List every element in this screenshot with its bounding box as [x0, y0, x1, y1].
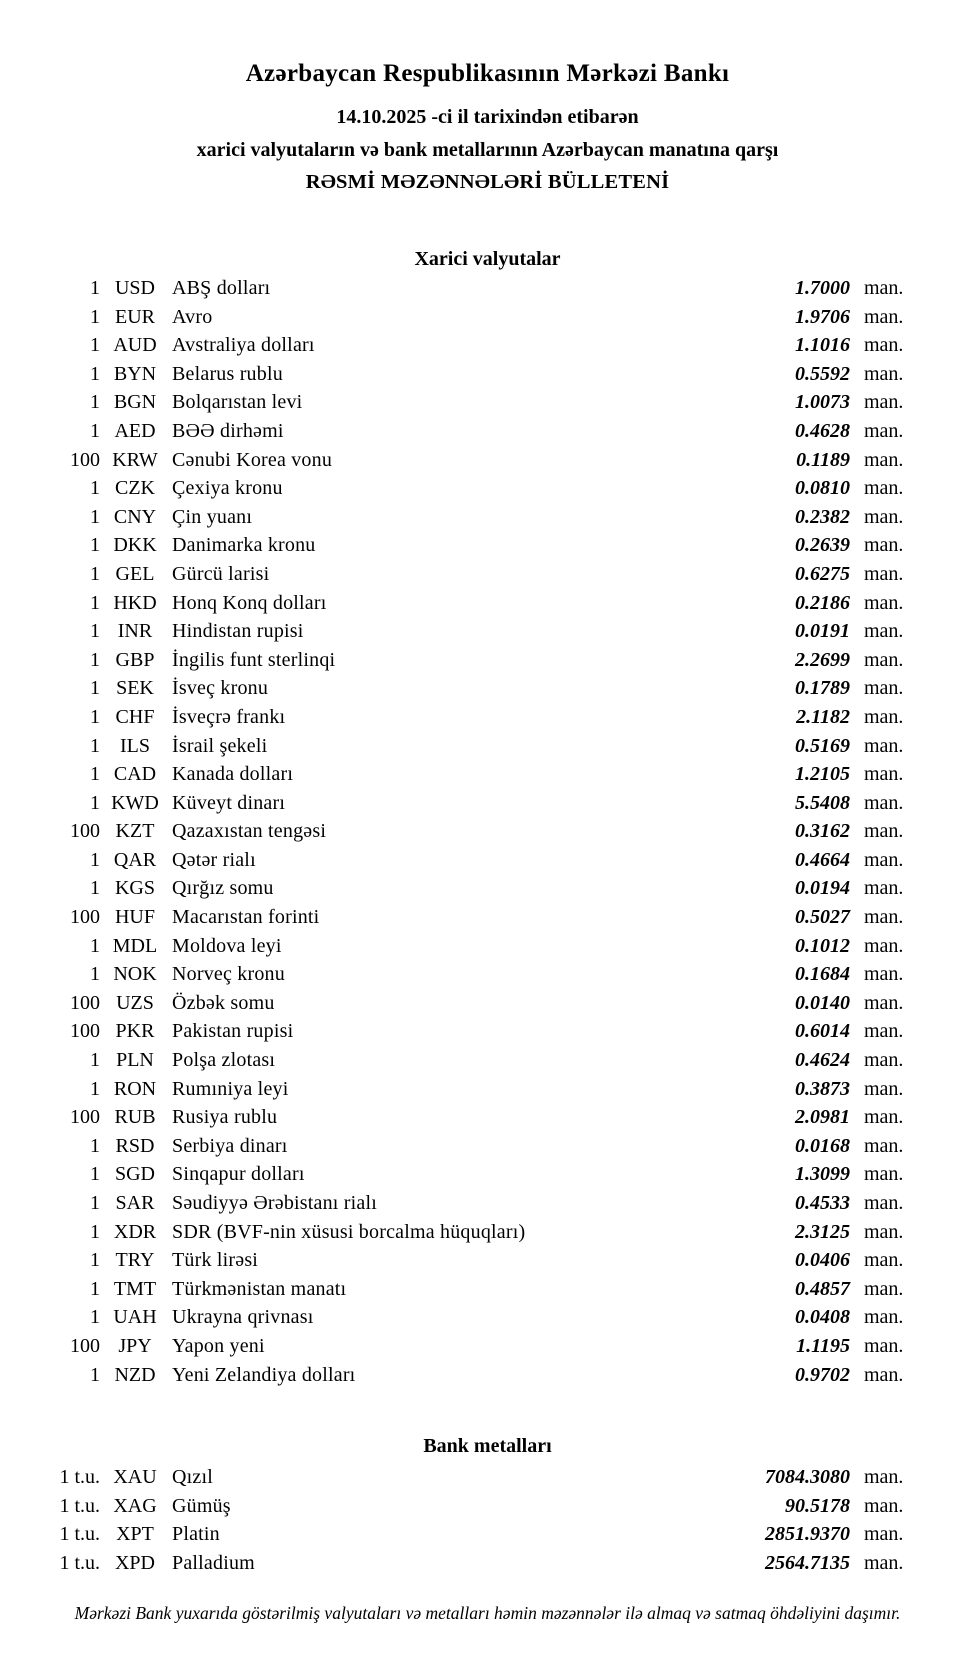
currency-code-cell: NOK	[113, 963, 157, 986]
currency-code-cell: BGN	[113, 391, 157, 414]
currencies-table	[0, 274, 975, 1389]
bulletin-title: RƏSMİ MƏZƏNNƏLƏRİ BÜLLETENİ	[305, 171, 670, 193]
quantity-cell: 100	[70, 820, 100, 843]
quantity-cell: 1	[90, 334, 100, 357]
quantity-cell: 1	[90, 1163, 100, 1186]
quantity-cell: 1	[90, 391, 100, 414]
rate-value-cell: 7084.3080	[765, 1466, 850, 1488]
rate-value-cell: 2.3125	[795, 1220, 850, 1243]
rate-unit-cell: man.	[864, 1523, 904, 1546]
rate-value-cell: 0.4533	[795, 1192, 850, 1214]
rate-value-cell: 0.4664	[795, 848, 850, 871]
rate-row	[0, 331, 975, 360]
rate-unit-cell: man.	[864, 1249, 904, 1272]
currency-code-cell: BYN	[113, 362, 157, 385]
rate-row	[0, 560, 975, 589]
rate-value-cell: 0.2382	[795, 505, 850, 528]
rate-value-cell: 1.3099	[795, 1163, 850, 1186]
currency-code-cell: GBP	[115, 648, 155, 671]
currency-name-cell: Rumıniya leyi	[172, 1077, 289, 1100]
rate-value-cell: 2564.7135	[765, 1551, 850, 1574]
currency-code-cell: XAU	[113, 1466, 157, 1488]
currency-name-cell: Yapon yeni	[172, 1334, 265, 1357]
rate-unit-cell: man.	[864, 591, 904, 614]
rate-unit-cell: man.	[864, 505, 904, 528]
rate-row	[0, 1218, 975, 1247]
rate-unit-cell: man.	[864, 963, 904, 986]
rate-value-cell: 0.4857	[795, 1277, 850, 1300]
quantity-cell: 1	[90, 963, 100, 986]
rate-unit-cell: man.	[864, 991, 904, 1014]
currency-name-cell: Qazaxıstan tengəsi	[172, 820, 327, 843]
rate-value-cell: 0.1789	[795, 677, 850, 700]
currency-name-cell: Qətər rialı	[172, 848, 256, 871]
rate-value-cell: 2.0981	[795, 1106, 850, 1129]
currency-code-cell: SGD	[114, 1163, 155, 1186]
currency-code-cell: CAD	[113, 763, 157, 786]
quantity-cell: 1 t.u.	[59, 1523, 100, 1546]
currency-code-cell: RUB	[114, 1106, 156, 1129]
quantity-cell: 1	[90, 419, 100, 442]
currency-name-cell: İsveçrə frankı	[172, 705, 286, 728]
currency-code-cell: CZK	[115, 477, 155, 500]
rate-value-cell: 1.9706	[795, 305, 850, 328]
rate-row	[0, 674, 975, 703]
currency-code-cell: UAH	[113, 1306, 157, 1329]
rate-value-cell: 0.6275	[795, 562, 850, 585]
rate-row	[0, 1132, 975, 1161]
currency-name-cell: BƏƏ dirhəmi	[172, 419, 284, 442]
currency-code-cell: SAR	[115, 1192, 155, 1214]
quantity-cell: 1	[90, 791, 100, 814]
rate-unit-cell: man.	[864, 1306, 904, 1329]
rate-value-cell: 0.1012	[795, 934, 850, 957]
rate-row	[0, 1549, 975, 1578]
quantity-cell: 1	[90, 763, 100, 786]
quantity-cell: 1	[90, 705, 100, 728]
currency-name-cell: Çexiya kronu	[172, 477, 283, 500]
currencies-section-title: Xarici valyutalar	[414, 248, 561, 270]
rate-value-cell: 1.2105	[795, 763, 850, 786]
rate-unit-cell: man.	[864, 877, 904, 900]
currency-name-cell: Norveç kronu	[172, 963, 285, 986]
rate-row	[0, 1303, 975, 1332]
rate-row	[0, 1017, 975, 1046]
rate-unit-cell: man.	[864, 1163, 904, 1186]
rate-unit-cell: man.	[864, 648, 904, 671]
currency-code-cell: GEL	[115, 562, 155, 585]
currency-name-cell: Ukrayna qrivnası	[172, 1306, 314, 1329]
rate-row	[0, 388, 975, 417]
currency-code-cell: PLN	[116, 1049, 154, 1072]
rate-row	[0, 589, 975, 618]
rate-value-cell: 0.6014	[795, 1020, 850, 1043]
quantity-cell: 1	[90, 1077, 100, 1100]
rate-value-cell: 90.5178	[785, 1494, 850, 1517]
currency-name-cell: Rusiya rublu	[172, 1106, 278, 1129]
quantity-cell: 1	[90, 1220, 100, 1243]
rate-row	[0, 646, 975, 675]
quantity-cell: 1	[90, 505, 100, 528]
currency-name-cell: Pakistan rupisi	[172, 1020, 294, 1043]
currency-name-cell: Belarus rublu	[172, 362, 283, 385]
rate-row	[0, 1275, 975, 1304]
rate-value-cell: 0.4628	[795, 419, 850, 442]
quantity-cell: 1 t.u.	[59, 1494, 100, 1517]
currency-code-cell: UZS	[116, 991, 154, 1014]
currency-name-cell: Serbiya dinarı	[172, 1134, 288, 1157]
currency-code-cell: XPD	[114, 1551, 155, 1574]
currency-name-cell: Qırğız somu	[172, 877, 274, 900]
currency-name-cell: Türkmənistan manatı	[172, 1277, 347, 1300]
currency-name-cell: Bolqarıstan levi	[172, 391, 303, 414]
rate-row	[0, 531, 975, 560]
rate-value-cell: 2851.9370	[765, 1523, 850, 1546]
currency-name-cell: Palladium	[172, 1551, 255, 1574]
currency-code-cell: ILS	[120, 734, 150, 757]
quantity-cell: 1 t.u.	[59, 1466, 100, 1488]
rate-value-cell: 0.1684	[795, 963, 850, 986]
quantity-cell: 100	[70, 448, 100, 471]
rate-unit-cell: man.	[864, 448, 904, 471]
quantity-cell: 1	[90, 305, 100, 328]
currency-name-cell: Cənubi Korea vonu	[172, 448, 333, 471]
currency-code-cell: EUR	[115, 305, 155, 328]
currency-name-cell: Platin	[172, 1523, 220, 1546]
currency-name-cell: Gürcü larisi	[172, 562, 270, 585]
rate-row	[0, 1046, 975, 1075]
currency-name-cell: Gümüş	[172, 1494, 231, 1517]
quantity-cell: 1	[90, 648, 100, 671]
rate-unit-cell: man.	[864, 477, 904, 500]
rate-row	[0, 617, 975, 646]
currency-name-cell: Avstraliya dolları	[172, 334, 315, 357]
quantity-cell: 1	[90, 534, 100, 557]
rate-row	[0, 274, 975, 303]
currency-name-cell: Qızıl	[172, 1466, 213, 1488]
rate-row	[0, 1492, 975, 1521]
rate-row	[0, 817, 975, 846]
currency-name-cell: Sinqapur dolları	[172, 1163, 305, 1186]
quantity-cell: 1	[90, 620, 100, 643]
quantity-cell: 1	[90, 934, 100, 957]
rate-unit-cell: man.	[864, 763, 904, 786]
currency-code-cell: RSD	[115, 1134, 155, 1157]
currency-name-cell: Özbək somu	[172, 991, 275, 1014]
rate-unit-cell: man.	[864, 1049, 904, 1072]
rate-value-cell: 2.2699	[795, 648, 850, 671]
rate-value-cell: 1.1016	[795, 334, 850, 357]
quantity-cell: 1	[90, 562, 100, 585]
currency-name-cell: Hindistan rupisi	[172, 620, 304, 643]
rate-unit-cell: man.	[864, 1277, 904, 1300]
rate-value-cell: 0.3162	[795, 820, 850, 843]
currency-name-cell: Danimarka kronu	[172, 534, 316, 557]
rate-row	[0, 446, 975, 475]
rate-unit-cell: man.	[864, 1077, 904, 1100]
rate-unit-cell: man.	[864, 334, 904, 357]
rate-row	[0, 960, 975, 989]
disclaimer-note: Mərkəzi Bank yuxarıda göstərilmiş valyutaları və metalları həmin məzənnələr ilə almaq və satmaq öhdəliyini daşımır.	[74, 1603, 901, 1623]
rate-row	[0, 932, 975, 961]
rate-unit-cell: man.	[864, 305, 904, 328]
currency-code-cell: AUD	[113, 334, 157, 357]
quantity-cell: 1	[90, 591, 100, 614]
quantity-cell: 1	[90, 677, 100, 700]
rate-value-cell: 0.2639	[795, 534, 850, 557]
rate-row	[0, 360, 975, 389]
quantity-cell: 1 t.u.	[59, 1551, 100, 1574]
rate-value-cell: 0.0810	[795, 477, 850, 500]
rate-row	[0, 703, 975, 732]
rate-unit-cell: man.	[864, 1134, 904, 1157]
currency-name-cell: İsveç kronu	[172, 677, 269, 700]
rate-unit-cell: man.	[864, 1551, 904, 1574]
rate-unit-cell: man.	[864, 419, 904, 442]
rate-value-cell: 0.9702	[795, 1363, 850, 1386]
rate-unit-cell: man.	[864, 1494, 904, 1517]
rate-unit-cell: man.	[864, 362, 904, 385]
bank-title: Azərbaycan Respublikasının Mərkəzi Bankı	[245, 60, 730, 87]
rate-row	[0, 1103, 975, 1132]
rate-unit-cell: man.	[864, 562, 904, 585]
quantity-cell: 1	[90, 1134, 100, 1157]
currency-name-cell: Moldova leyi	[172, 934, 282, 957]
rate-unit-cell: man.	[864, 791, 904, 814]
rate-unit-cell: man.	[864, 1466, 904, 1488]
metals-table	[0, 1463, 975, 1577]
rate-unit-cell: man.	[864, 906, 904, 929]
quantity-cell: 100	[70, 906, 100, 929]
currency-code-cell: RON	[113, 1077, 157, 1100]
metals-section-title: Bank metalları	[423, 1435, 552, 1457]
currency-name-cell: İsrail şekeli	[172, 734, 268, 757]
currency-code-cell: KWD	[111, 791, 159, 814]
rate-value-cell: 0.3873	[795, 1077, 850, 1100]
currency-code-cell: XAG	[113, 1494, 157, 1517]
currency-name-cell: Türk lirəsi	[172, 1249, 259, 1272]
rate-value-cell: 0.5027	[795, 906, 850, 929]
rate-unit-cell: man.	[864, 934, 904, 957]
currency-code-cell: MDL	[112, 934, 158, 957]
rate-unit-cell: man.	[864, 1192, 904, 1214]
rate-row	[0, 874, 975, 903]
currency-code-cell: CNY	[113, 505, 157, 528]
rate-value-cell: 1.0073	[795, 391, 850, 414]
rate-value-cell: 1.1195	[796, 1334, 850, 1357]
rate-row	[0, 903, 975, 932]
rate-value-cell: 2.1182	[796, 705, 850, 728]
rate-unit-cell: man.	[864, 677, 904, 700]
rate-row	[0, 503, 975, 532]
rate-row	[0, 1160, 975, 1189]
currency-name-cell: ABŞ dolları	[172, 277, 271, 299]
rate-unit-cell: man.	[864, 391, 904, 414]
quantity-cell: 100	[70, 1020, 100, 1043]
rate-value-cell: 0.0194	[795, 877, 850, 900]
effective-date-line: 14.10.2025 -ci il tarixindən etibarən	[336, 106, 639, 128]
currency-code-cell: JPY	[118, 1334, 152, 1357]
currency-code-cell: HKD	[113, 591, 157, 614]
currency-name-cell: Yeni Zelandiya dolları	[172, 1363, 356, 1386]
rate-unit-cell: man.	[864, 848, 904, 871]
quantity-cell: 100	[70, 1334, 100, 1357]
currency-code-cell: SEK	[116, 677, 154, 700]
rate-unit-cell: man.	[864, 1363, 904, 1386]
quantity-cell: 1	[90, 1363, 100, 1386]
currency-code-cell: QAR	[113, 848, 157, 871]
currency-code-cell: XPT	[116, 1523, 154, 1546]
currency-name-cell: İngilis funt sterlinqi	[172, 648, 336, 671]
rate-value-cell: 0.0406	[795, 1249, 850, 1272]
rate-unit-cell: man.	[864, 820, 904, 843]
currency-name-cell: Səudiyyə Ərəbistanı rialı	[172, 1192, 377, 1214]
rate-row	[0, 989, 975, 1018]
quantity-cell: 1	[90, 1192, 100, 1214]
rate-value-cell: 0.0140	[795, 991, 850, 1014]
rate-value-cell: 0.2186	[795, 591, 850, 614]
rate-value-cell: 0.1189	[796, 448, 850, 471]
rate-unit-cell: man.	[864, 1106, 904, 1129]
currency-name-cell: SDR (BVF-nin xüsusi borcalma hüquqları)	[172, 1220, 526, 1243]
currency-name-cell: Çin yuanı	[172, 505, 253, 528]
rate-row	[0, 1361, 975, 1390]
currency-name-cell: Kanada dolları	[172, 763, 294, 786]
quantity-cell: 1	[90, 877, 100, 900]
currency-name-cell: Honq Konq dolları	[172, 591, 327, 614]
rate-value-cell: 1.7000	[795, 277, 850, 299]
rate-row	[0, 732, 975, 761]
quantity-cell: 1	[90, 477, 100, 500]
quantity-cell: 1	[90, 848, 100, 871]
quantity-cell: 1	[90, 362, 100, 385]
rate-value-cell: 5.5408	[795, 791, 850, 814]
currency-code-cell: CHF	[115, 705, 155, 728]
currency-code-cell: NZD	[114, 1363, 156, 1386]
rate-row	[0, 417, 975, 446]
currency-code-cell: AED	[114, 419, 156, 442]
rate-row	[0, 474, 975, 503]
rate-row	[0, 1520, 975, 1549]
currency-code-cell: TRY	[115, 1249, 155, 1272]
rate-unit-cell: man.	[864, 1334, 904, 1357]
rate-row	[0, 760, 975, 789]
rate-value-cell: 0.0408	[795, 1306, 850, 1329]
currency-code-cell: KGS	[114, 877, 155, 900]
rate-unit-cell: man.	[864, 277, 904, 299]
rate-value-cell: 0.5169	[795, 734, 850, 757]
rate-row	[0, 1332, 975, 1361]
rate-value-cell: 0.0191	[795, 620, 850, 643]
quantity-cell: 1	[90, 277, 100, 299]
currency-code-cell: KZT	[115, 820, 155, 843]
rate-row	[0, 1189, 975, 1218]
rate-row	[0, 789, 975, 818]
rate-value-cell: 0.5592	[795, 362, 850, 385]
quantity-cell: 1	[90, 1306, 100, 1329]
currency-code-cell: PKR	[115, 1020, 155, 1043]
rate-value-cell: 0.4624	[795, 1049, 850, 1072]
rate-unit-cell: man.	[864, 1220, 904, 1243]
currency-name-cell: Küveyt dinarı	[172, 791, 286, 814]
currency-code-cell: TMT	[113, 1277, 157, 1300]
rate-row	[0, 846, 975, 875]
rate-row	[0, 1463, 975, 1492]
rate-unit-cell: man.	[864, 734, 904, 757]
currency-code-cell: KRW	[112, 448, 158, 471]
quantity-cell: 100	[70, 1106, 100, 1129]
rate-unit-cell: man.	[864, 620, 904, 643]
rate-unit-cell: man.	[864, 1020, 904, 1043]
rate-unit-cell: man.	[864, 705, 904, 728]
rate-value-cell: 0.0168	[795, 1134, 850, 1157]
currency-name-cell: Avro	[172, 305, 213, 328]
currency-code-cell: HUF	[114, 906, 155, 929]
currency-code-cell: DKK	[113, 534, 157, 557]
rate-unit-cell: man.	[864, 534, 904, 557]
quantity-cell: 1	[90, 1277, 100, 1300]
quantity-cell: 1	[90, 1249, 100, 1272]
quantity-cell: 100	[70, 991, 100, 1014]
currency-code-cell: XDR	[113, 1220, 157, 1243]
rate-row	[0, 1075, 975, 1104]
currency-code-cell: USD	[114, 277, 155, 299]
rate-row	[0, 1246, 975, 1275]
quantity-cell: 1	[90, 734, 100, 757]
currency-code-cell: INR	[117, 620, 153, 643]
rate-row	[0, 303, 975, 332]
scope-line: xarici valyutaların və bank metallarının Azərbaycan manatına qarşı	[196, 139, 779, 161]
quantity-cell: 1	[90, 1049, 100, 1072]
currency-name-cell: Polşa zlotası	[172, 1049, 276, 1072]
currency-name-cell: Macarıstan forinti	[172, 906, 320, 929]
